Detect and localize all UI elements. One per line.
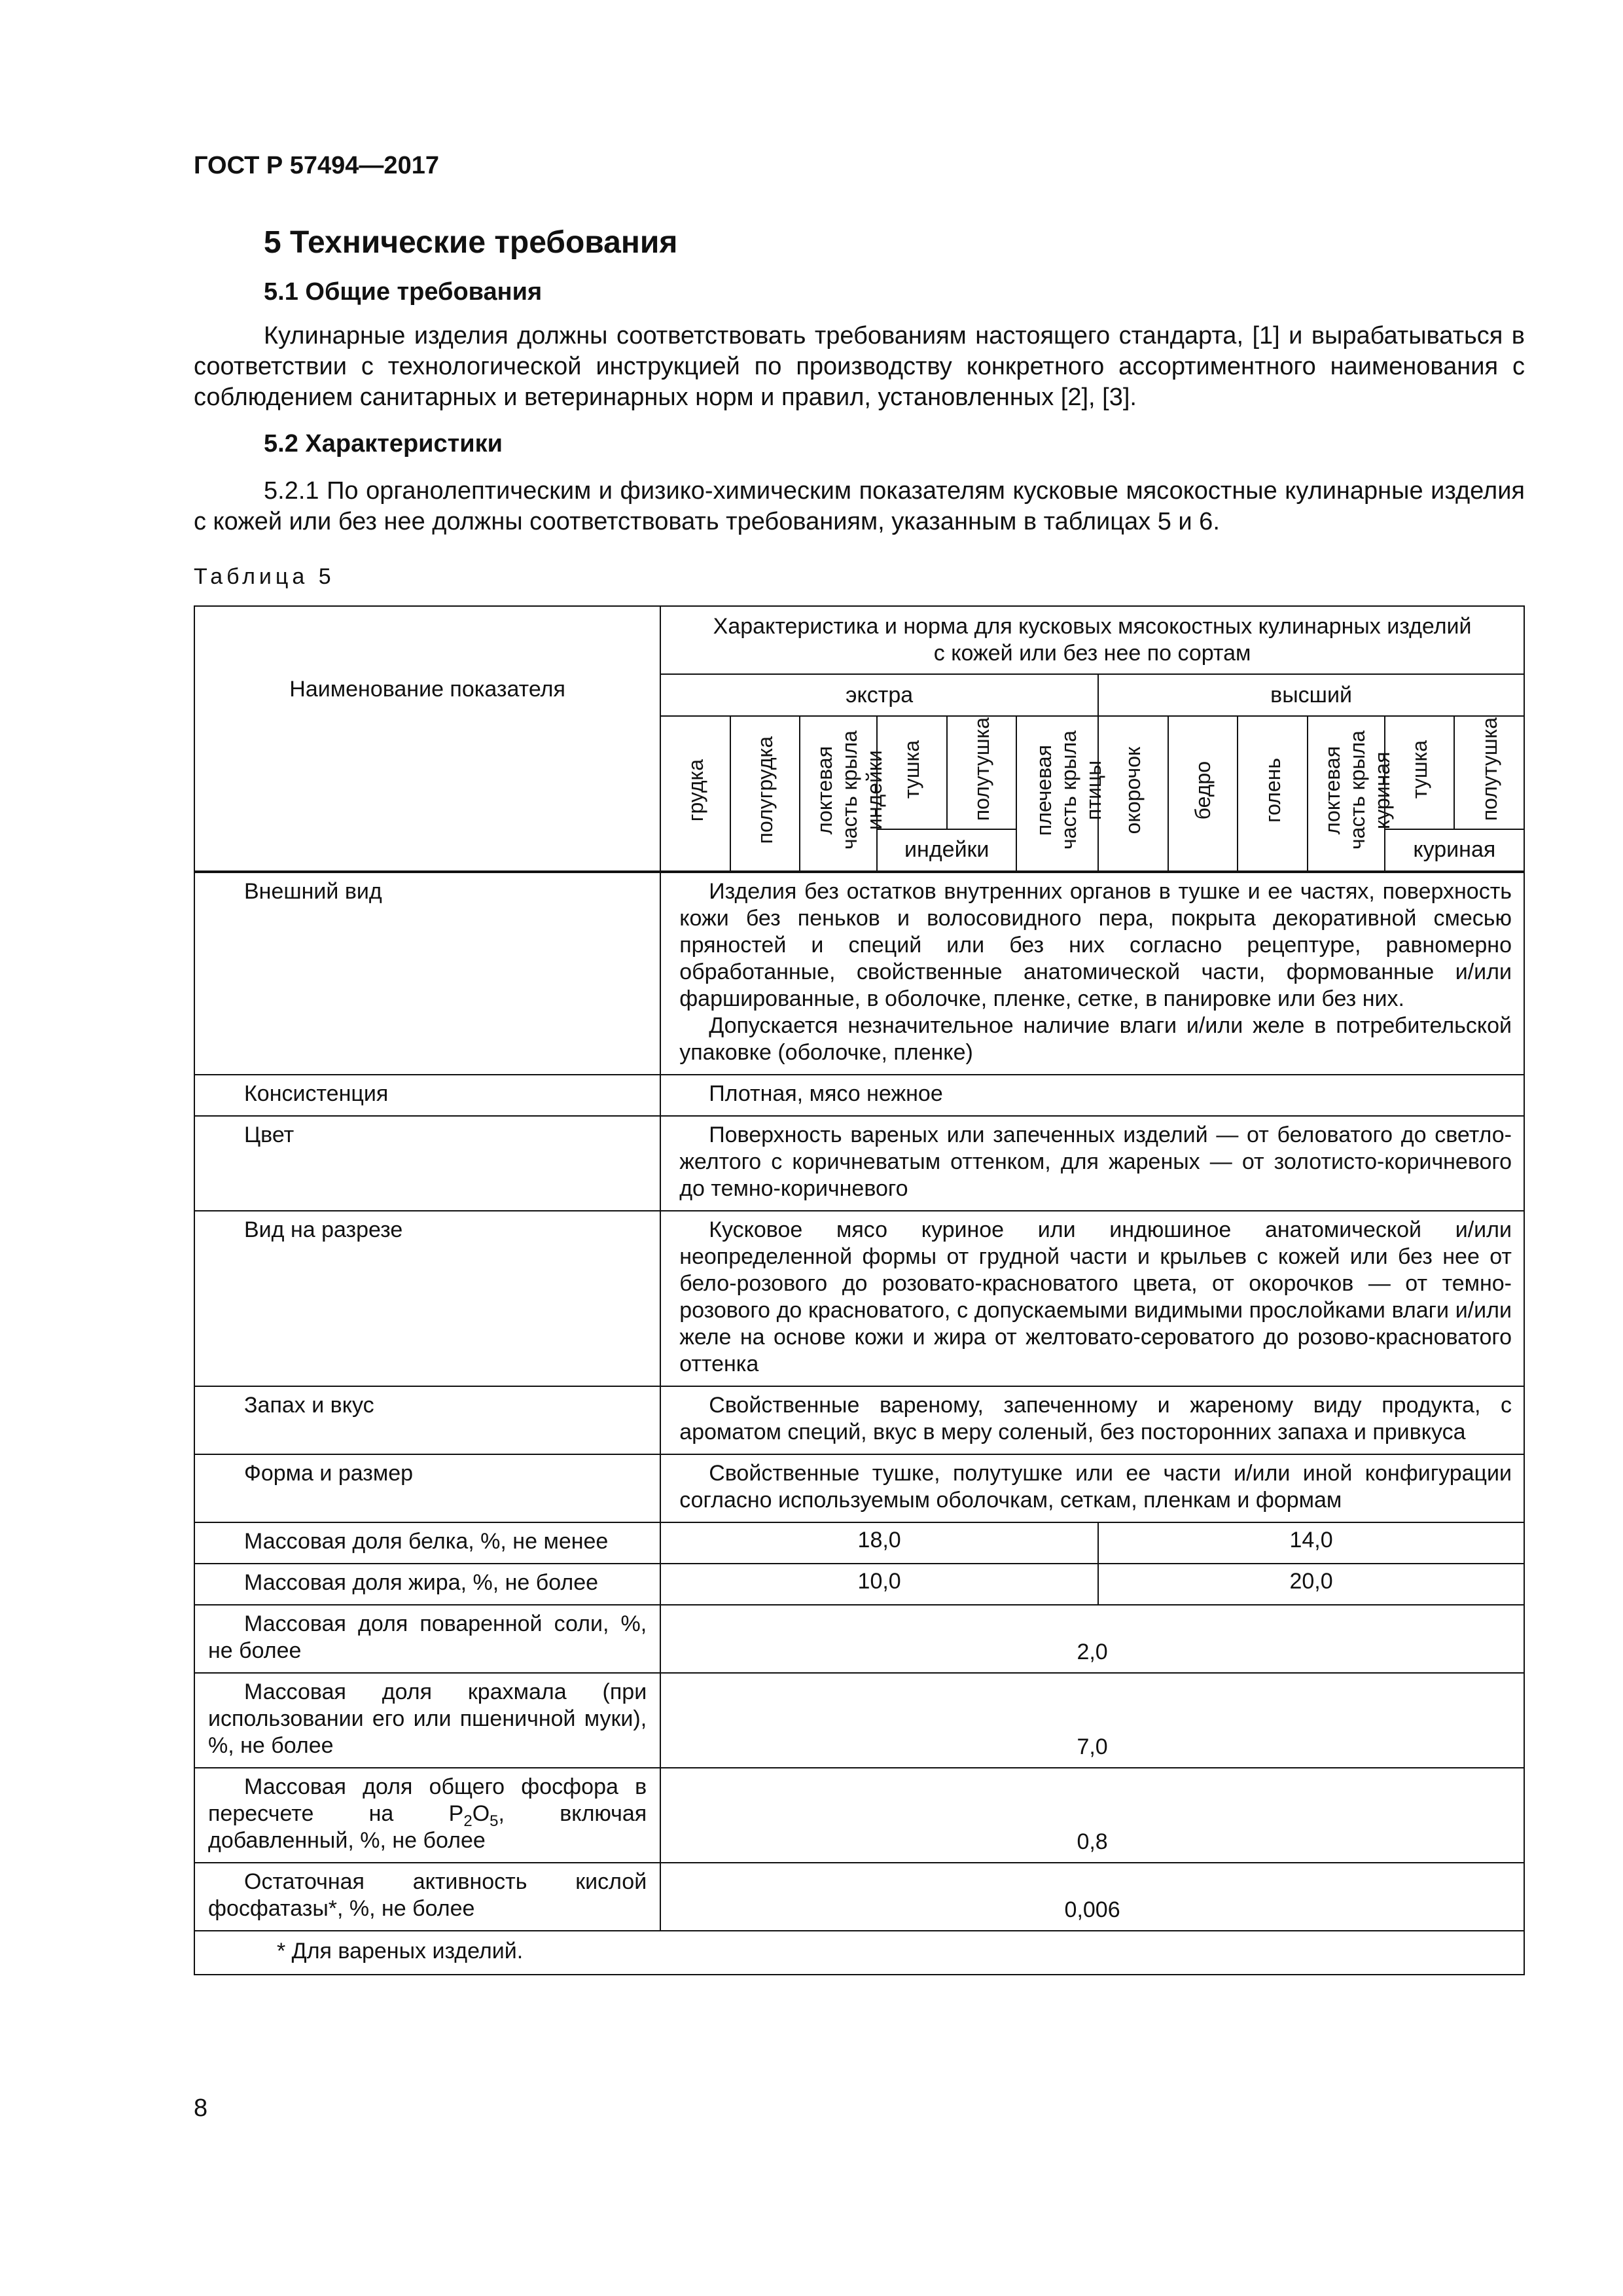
table-row-protein: [194, 1522, 1524, 1564]
head-grade-extra: экстра: [660, 674, 1098, 716]
head-col-label: бедро: [1191, 761, 1215, 820]
row-value: [660, 1116, 1524, 1211]
table-5: [194, 605, 1525, 1975]
row-value: [660, 1386, 1524, 1454]
head-col-high-thigh: [1168, 716, 1238, 872]
head-col-extra-carcass: [877, 716, 947, 829]
row-value: [660, 1454, 1524, 1522]
head-col-label: голень: [1260, 758, 1285, 823]
row-value-text: Изделия без остатков внутренних органов в тушке и ее частях, поверхность кожи без пеньков и волосовидного пера, покрыта декоративной смесью пряностей и специй или без них согласно рецептуре, равномерно обработанные, свойственные анатомической части, формованные и/или фаршированные, в оболочке, пленке, сетке, в панировке или без них.: [679, 879, 1512, 1011]
table-row-smell-taste: [194, 1386, 1524, 1454]
head-name-column: Наименование показателя: [194, 606, 660, 872]
head-col-high-drumstick: [1238, 716, 1308, 872]
table-footnote: * Для вареных изделий.: [194, 1931, 1524, 1975]
paragraph-general-requirements: Кулинарные изделия должны соответствовать требованиям настоящего стандарта, [1] и вырабатываться в соответствии с технологической инструкцией по производству конкретного ассортиментного наименования с соблюдением санитарных и ветеринарных норм и правил, установленных [2], [3].: [194, 322, 1525, 411]
row-value-text: Свойственные вареному, запеченному и жареному виду продукта, с ароматом специй, вкус в меру соленый, без посторонних запаха и привкуса: [679, 1393, 1512, 1444]
table-row-phosphatase: [194, 1863, 1524, 1931]
row-value: [660, 872, 1524, 1075]
row-name: Форма и размер: [194, 1454, 660, 1522]
table-row-cross-section: [194, 1211, 1524, 1386]
row-value: [660, 1211, 1524, 1386]
row-name: Остаточная активность кислой фосфатазы*, %, не более: [194, 1863, 660, 1931]
head-group-title: [660, 606, 1524, 674]
head-col-label: тушка: [1407, 740, 1431, 798]
head-group-title-line-2: с кожей или без нее по сортам: [933, 641, 1251, 666]
row-name-part: Массовая доля общего фосфора в пересчете на P: [208, 1774, 647, 1826]
page-number: 8: [194, 2094, 208, 2122]
row-name: Внешний вид: [194, 872, 660, 1075]
table-5-container: [194, 605, 1525, 1975]
document-header: ГОСТ Р 57494—2017: [194, 152, 439, 179]
subsection-title-characteristics: 5.2 Характеристики: [264, 430, 503, 457]
head-col-extra-turkey-elbow: [800, 716, 887, 872]
head-col-label: полугрудка: [753, 736, 777, 844]
table-row-fat: [194, 1564, 1524, 1605]
head-turkey-label: индейки: [877, 829, 1016, 872]
head-col-high-carcass: [1385, 716, 1455, 829]
section-title: 5 Технические требования: [264, 225, 678, 260]
head-grade-high: высший: [1098, 674, 1524, 716]
row-value-text: Поверхность вареных или запеченных изделий — от беловатого до светло-желтого с коричневатым оттенком, для жареных — от золотисто-коричневого до темно-коричневого: [679, 1122, 1512, 1201]
table-row-shape-size: [194, 1454, 1524, 1522]
head-col-label: тушка: [900, 740, 924, 798]
row-value: 2,0: [660, 1605, 1524, 1673]
head-col-label: локтевая часть крыла индейки: [813, 730, 887, 850]
row-name: Массовая доля белка, %, не менее: [194, 1522, 660, 1564]
row-name: [194, 1768, 660, 1863]
row-value-high: 14,0: [1098, 1522, 1524, 1564]
head-col-high-half-carcass: [1454, 716, 1524, 829]
row-name: Запах и вкус: [194, 1386, 660, 1454]
row-value-text: Кусковое мясо куриное или индюшиное анатомической и/или неопределенной формы от грудной части и крыльев с кожей или без нее от бело-розового до розовато-красноватого цвета, от окорочков — от темно-розового до красноватого, с допускаемыми видимыми прослойками влаги и/или желе на основе кожи и жира от желтовато-сероватого до розово-красноватого оттенка: [679, 1217, 1512, 1376]
row-name-subscript: 5: [490, 1812, 499, 1830]
row-name: Вид на разрезе: [194, 1211, 660, 1386]
head-col-high-chicken-elbow: [1308, 716, 1394, 872]
table-row-color: [194, 1116, 1524, 1211]
row-value-high: 20,0: [1098, 1564, 1524, 1605]
row-name: Массовая доля жира, %, не более: [194, 1564, 660, 1605]
row-name-part: O: [472, 1801, 490, 1826]
head-col-extra-half-breast: [730, 716, 800, 872]
head-col-label: окорочок: [1121, 746, 1145, 834]
head-col-extra-half-carcass: [947, 716, 1017, 829]
table-row-appearance: [194, 872, 1524, 1075]
table-footnote-row: [194, 1931, 1524, 1975]
row-value-text-2: Допускается незначительное наличие влаги и/или желе в потребительской упаковке (оболочке, пленке): [679, 1013, 1512, 1065]
row-value-text: Свойственные тушке, полутушке или ее части и/или иной конфигурации согласно используемым оболочкам, сеткам, пленкам и формам: [679, 1461, 1512, 1513]
head-group-title-line-1: Характеристика и норма для кусковых мясокостных кулинарных изделий: [713, 614, 1472, 639]
row-value-extra: 18,0: [660, 1522, 1098, 1564]
table-head-row-1: [194, 606, 1524, 674]
row-name: Консистенция: [194, 1075, 660, 1116]
head-col-label: грудка: [683, 759, 707, 822]
row-name-subscript: 2: [463, 1812, 473, 1830]
row-name: Массовая доля поваренной соли, %, не более: [194, 1605, 660, 1673]
head-col-high-leg-quarter: [1098, 716, 1168, 872]
row-name: Массовая доля крахмала (при использовании его или пшеничной муки), %, не более: [194, 1673, 660, 1768]
head-col-label: локтевая часть крыла куриная: [1320, 730, 1394, 850]
head-col-label: плечевая часть крыла птицы: [1031, 730, 1105, 850]
subsection-title-general: 5.1 Общие требования: [264, 278, 543, 306]
row-value: 0,8: [660, 1768, 1524, 1863]
row-value: 7,0: [660, 1673, 1524, 1768]
table-row-salt: [194, 1605, 1524, 1673]
table-caption: Таблица 5: [194, 564, 335, 589]
head-col-extra-shoulder-wing: [1016, 716, 1105, 872]
head-col-extra-breast: [660, 716, 730, 872]
head-chicken-label: куриная: [1385, 829, 1524, 872]
row-value-extra: 10,0: [660, 1564, 1098, 1605]
row-value: [660, 1075, 1524, 1116]
row-value: 0,006: [660, 1863, 1524, 1931]
row-name-part: , включая добавленный, %, не более: [208, 1801, 647, 1853]
table-row-consistency: [194, 1075, 1524, 1116]
row-name: Цвет: [194, 1116, 660, 1211]
head-col-label: полутушка: [970, 717, 994, 821]
row-value-text: Плотная, мясо нежное: [709, 1081, 943, 1106]
table-row-phosphorus: [194, 1768, 1524, 1863]
table-row-starch: [194, 1673, 1524, 1768]
head-col-label: полутушка: [1477, 717, 1501, 821]
paragraph-characteristics: 5.2.1 По органолептическим и физико-химическим показателям кусковые мясокостные кулинарные изделия с кожей или без нее должны соответствовать требованиям, указанным в таблицах 5 и 6.: [194, 477, 1525, 535]
